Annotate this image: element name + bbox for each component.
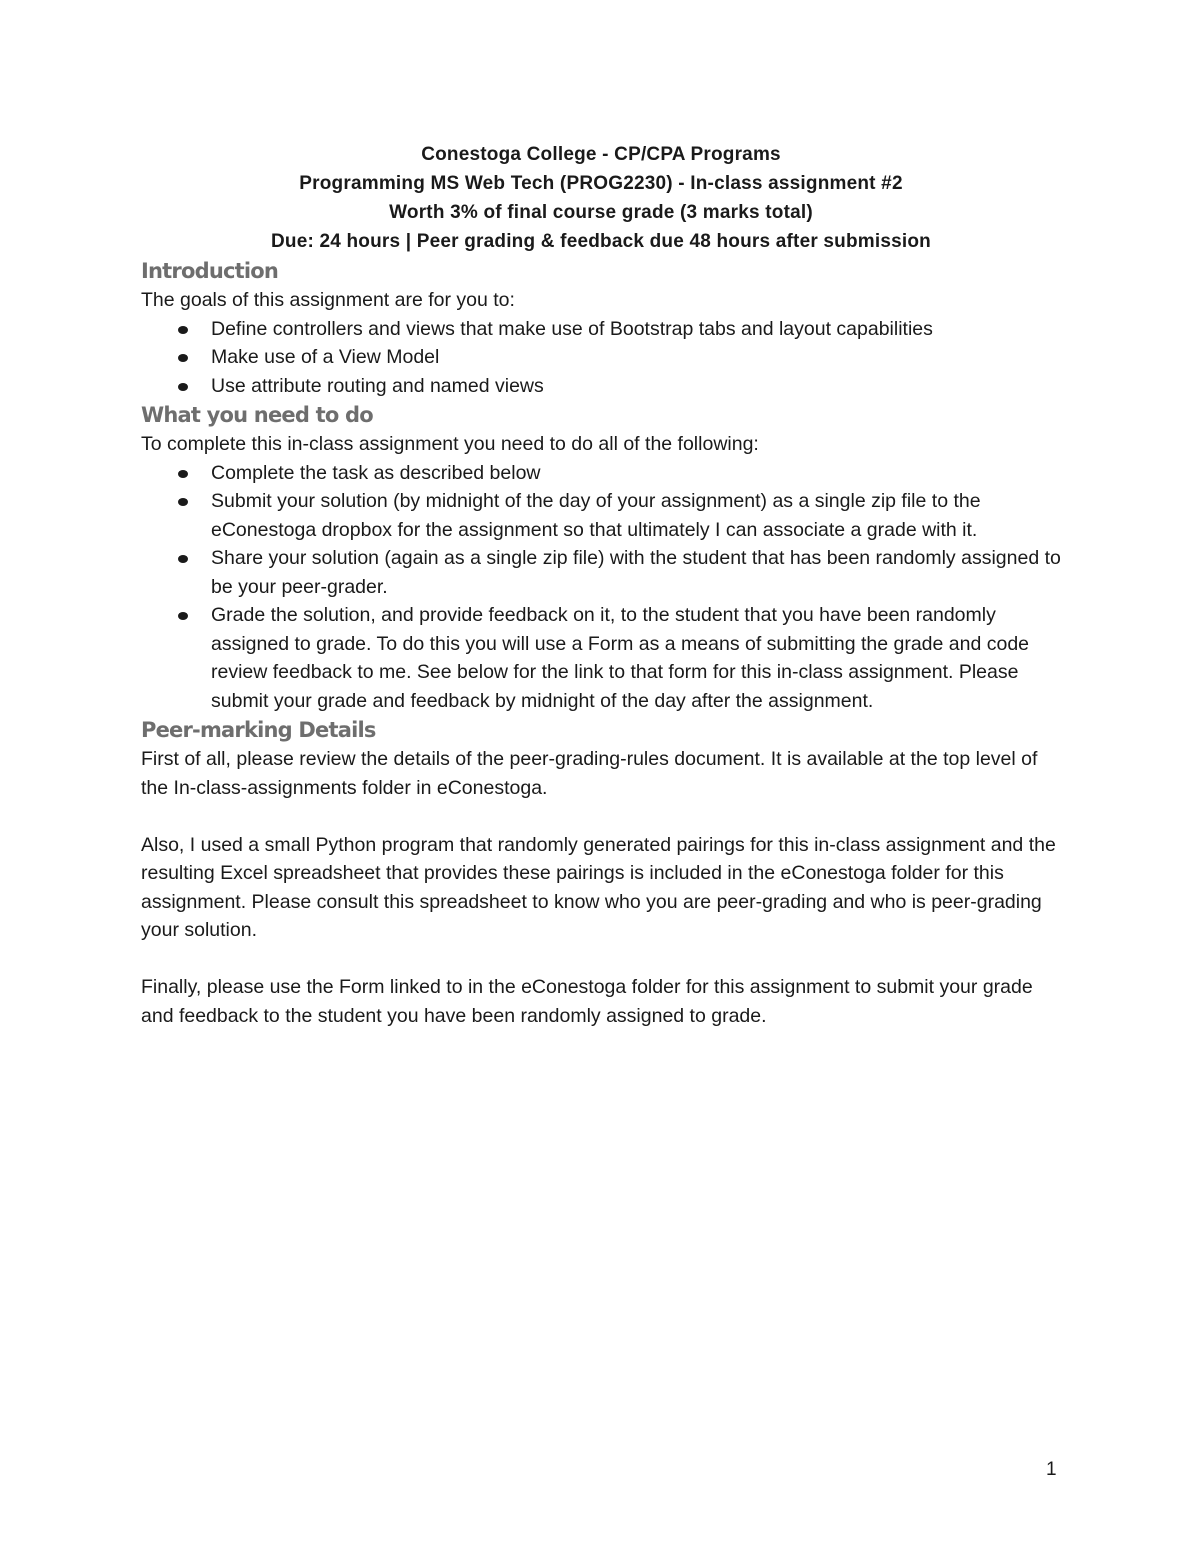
introduction-list — [141, 315, 1061, 401]
list-item — [141, 459, 1061, 488]
list-item-text: Grade the solution, and provide feedback on it, to the student that you have been randomly assigned to grade. To do this you will use a Form as a means of submitting the grade and code review feedback to me. See below for the link to that form for this in-class assignment. Please submit your grade and feedback by midnight of the day after the assignment. — [211, 604, 1030, 712]
bullet-icon — [178, 470, 188, 478]
header-college: Conestoga College - CP/CPA Programs — [421, 144, 781, 165]
list-item-text: Complete the task as described below — [211, 461, 541, 484]
list-item — [141, 544, 1061, 601]
bullet-icon — [178, 354, 188, 362]
peer-paragraph-pairings: Also, I used a small Python program that randomly generated pairings for this in-class assignment and the resulting Excel spreadsheet that provides these pairings is included in the eConestoga folder for this assignment. Please consult this spreadsheet to know who you are peer-grading and who is peer-grading your solution. — [141, 833, 1056, 941]
list-item — [141, 343, 1061, 372]
todo-lead: To complete this in-class assignment you need to do all of the following: — [141, 433, 759, 455]
document-page — [141, 140, 1061, 1030]
list-item-text: Submit your solution (by midnight of the day of your assignment) as a single zip file to the eConestoga dropbox for the assignment so that ultimately I can associate a grade with it. — [211, 490, 981, 541]
todo-list — [141, 459, 1061, 716]
bullet-icon — [178, 612, 188, 620]
page-number: 1 — [1046, 1459, 1057, 1480]
bullet-icon — [178, 383, 188, 391]
peer-paragraph-form: Finally, please use the Form linked to in the eConestoga folder for this assignment to submit your grade and feedback to the student you have been randomly assigned to grade. — [141, 976, 1033, 1027]
peer-paragraph-rules: First of all, please review the details of the peer-grading-rules document. It is available at the top level of the In-class-assignments folder in eConestoga. — [141, 748, 1038, 799]
list-item-text: Share your solution (again as a single zip file) with the student that has been randomly assigned to be your peer-grader. — [211, 547, 1061, 598]
bullet-icon — [178, 326, 188, 334]
list-item — [141, 487, 1061, 544]
peer-marking-heading: Peer-marking Details — [141, 718, 376, 742]
list-item-text: Use attribute routing and named views — [211, 374, 544, 397]
bullet-icon — [178, 498, 188, 506]
document-header — [141, 140, 1061, 256]
header-due: Due: 24 hours | Peer grading & feedback due 48 hours after submission — [270, 231, 931, 252]
list-item — [141, 372, 1061, 401]
header-worth: Worth 3% of final course grade (3 marks total) — [389, 202, 813, 223]
introduction-lead: The goals of this assignment are for you to: — [141, 289, 515, 311]
list-item — [141, 315, 1061, 344]
list-item-text: Define controllers and views that make use of Bootstrap tabs and layout capabilities — [211, 317, 933, 340]
header-course: Programming MS Web Tech (PROG2230) - In-class assignment #2 — [299, 173, 903, 194]
bullet-icon — [178, 555, 188, 563]
introduction-heading: Introduction — [141, 259, 279, 283]
list-item-text: Make use of a View Model — [211, 346, 440, 368]
todo-heading: What you need to do — [141, 403, 373, 427]
list-item — [141, 601, 1061, 715]
